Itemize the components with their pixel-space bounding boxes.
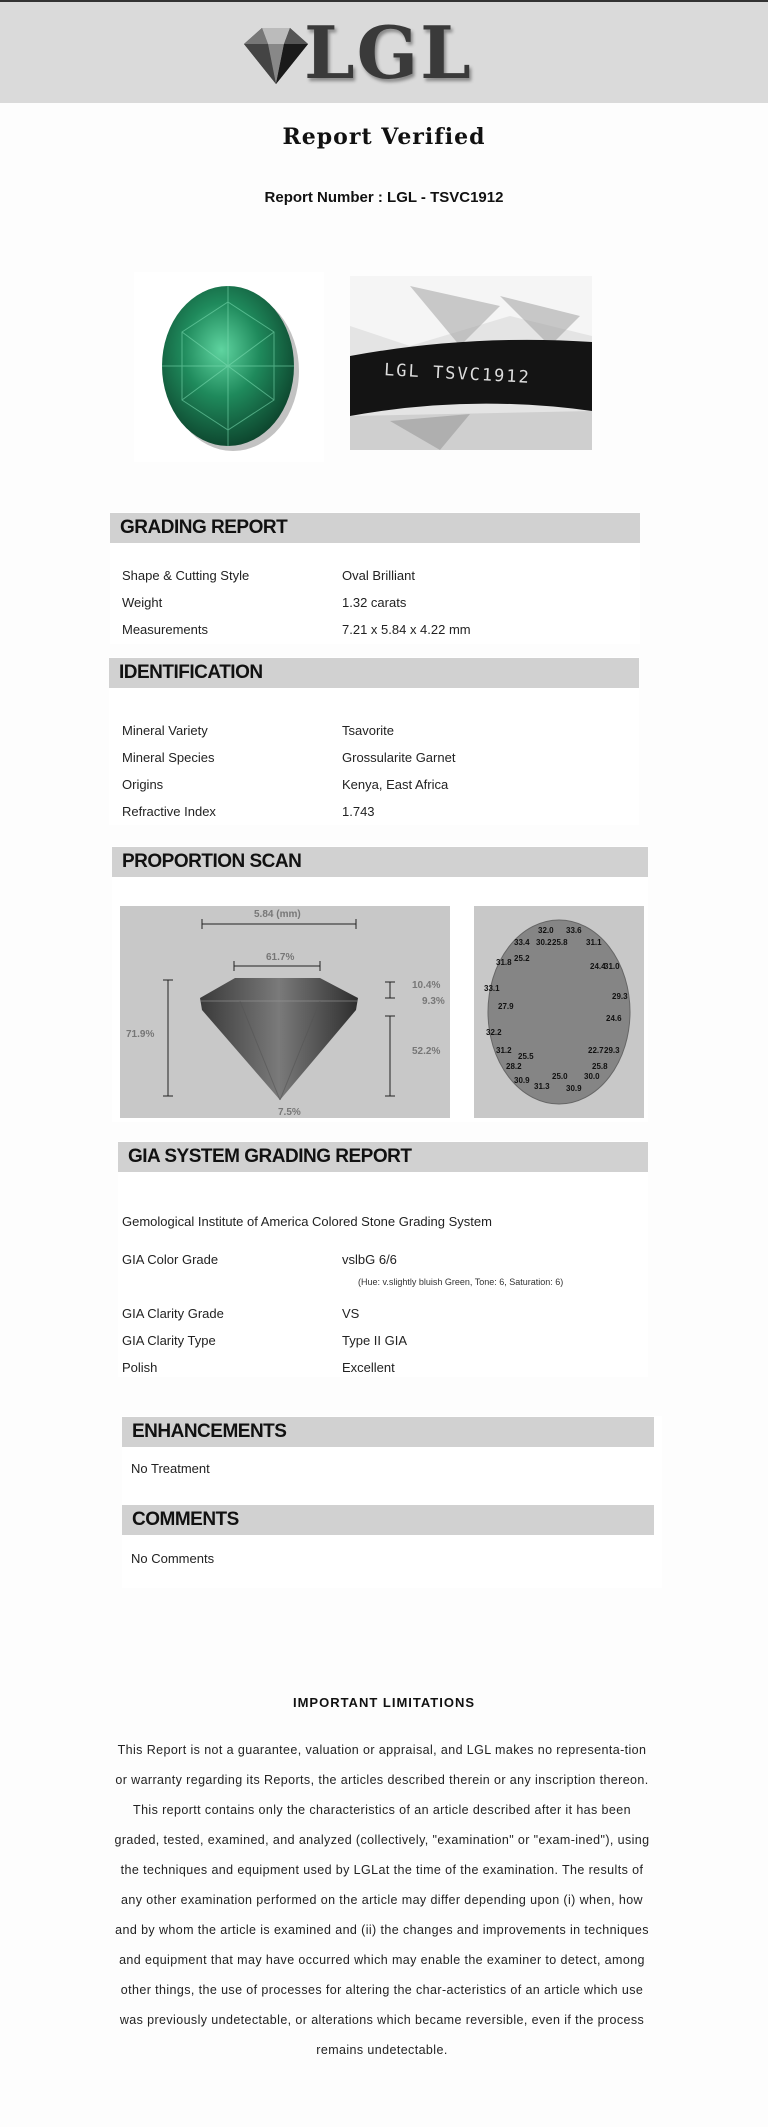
id-label-species: Mineral Species xyxy=(122,750,215,765)
dim-crown: 10.4% xyxy=(412,980,441,991)
gem-photo xyxy=(134,272,324,462)
proportion-heading: PROPORTION SCAN xyxy=(112,847,648,877)
grading-label-measurements: Measurements xyxy=(122,622,208,637)
depth-map-value: 24.6 xyxy=(606,1014,622,1023)
dim-width: 5.84 (mm) xyxy=(254,909,301,920)
depth-map-value: 25.2 xyxy=(514,954,530,963)
gia-value-color: vslbG 6/6 xyxy=(342,1252,397,1267)
id-label-origins: Origins xyxy=(122,777,164,792)
logo-text: LGL xyxy=(304,10,473,95)
depth-map-value: 25.0 xyxy=(552,1072,568,1081)
depth-map-value: 32.2 xyxy=(486,1028,502,1037)
depth-map-value: 32.0 xyxy=(538,926,554,935)
depth-map-value: 31.8 xyxy=(496,958,512,967)
limitations-text: This Report is not a guarantee, valuation or appraisal, and LGL makes no representa-tion or warranty regarding its Reports, the articles described therein or any inscription thereon. This reportt contains only the characteristics of an article described after it has been graded, tested, examined, and analyzed (collectively, "examination" or "exam-ined"), using the techniques and equipment used by LGLat the time of the examination. The results of any other examination performed on the article may differ depending upon (i) when, how and by whom the article is examined and (ii) the changes and improvements in techniques and equipment that may have occurred which may enable the examiner to detect, among other things, the use of processes for altering the char-acteristics of an article which use was previously undetectable, or alterations which became reversible, even if the process remains undetectable. xyxy=(114,1743,650,2057)
depth-map-value: 30.9 xyxy=(566,1084,582,1093)
limitations-heading: IMPORTANT LIMITATIONS xyxy=(292,1695,476,1710)
grading-heading: GRADING REPORT xyxy=(110,513,640,543)
comments-heading: COMMENTS xyxy=(122,1505,654,1535)
gia-label-clarity: GIA Clarity Grade xyxy=(122,1306,224,1321)
depth-map-diagram xyxy=(474,906,644,1118)
dim-pavilion: 52.2% xyxy=(412,1046,441,1057)
grading-value-weight: 1.32 carats xyxy=(342,595,407,610)
id-label-variety: Mineral Variety xyxy=(122,723,208,738)
depth-map-value: 25.8 xyxy=(592,1062,608,1071)
grading-value-measurements: 7.21 x 5.84 x 4.22 mm xyxy=(342,622,471,637)
gia-label-color: GIA Color Grade xyxy=(122,1252,219,1267)
depth-map-value: 28.2 xyxy=(506,1062,522,1071)
identification-heading: IDENTIFICATION xyxy=(109,658,639,688)
gia-value-clarity: VS xyxy=(342,1306,360,1321)
depth-map-value: 29.3 xyxy=(612,992,628,1001)
id-value-ri: 1.743 xyxy=(342,804,375,819)
gia-heading: GIA SYSTEM GRADING REPORT xyxy=(118,1142,648,1172)
depth-map-value: 30.2 xyxy=(536,938,552,947)
id-value-species: Grossularite Garnet xyxy=(342,750,456,765)
enhancements-heading: ENHANCEMENTS xyxy=(122,1417,654,1447)
id-value-variety: Tsavorite xyxy=(342,723,395,738)
depth-map-value: 29.3 xyxy=(604,1046,620,1055)
diamond-icon xyxy=(234,22,314,92)
dim-table: 61.7% xyxy=(266,952,295,963)
depth-map-value: 33.4 xyxy=(514,938,530,947)
depth-map-value: 31.1 xyxy=(586,938,602,947)
dim-crown-angle: 9.3% xyxy=(422,996,445,1007)
enhancements-text: No Treatment xyxy=(131,1461,210,1476)
depth-map-value: 31.3 xyxy=(534,1082,550,1091)
grading-label-weight: Weight xyxy=(122,595,163,610)
report-number: Report Number : LGL - TSVC1912 xyxy=(264,189,504,206)
profile-diagram xyxy=(120,906,450,1118)
depth-map-value: 33.1 xyxy=(484,984,500,993)
gia-subtitle: Gemological Institute of America Colored Stone Grading System xyxy=(122,1214,492,1229)
depth-map-value: 31.2 xyxy=(496,1046,512,1055)
grading-label-shape: Shape & Cutting Style xyxy=(122,568,250,583)
depth-map-value: 31.0 xyxy=(604,962,620,971)
comments-text: No Comments xyxy=(131,1551,215,1566)
gia-value-polish: Excellent xyxy=(342,1360,395,1375)
dim-total-depth: 71.9% xyxy=(126,1029,155,1040)
gia-label-polish: Polish xyxy=(122,1360,158,1375)
depth-map-value: 27.9 xyxy=(498,1002,514,1011)
inscription-text: LGL TSVC1912 xyxy=(383,360,532,388)
id-value-origins: Kenya, East Africa xyxy=(342,777,449,792)
depth-map-value: 30.9 xyxy=(514,1076,530,1085)
id-label-ri: Refractive Index xyxy=(122,804,216,819)
depth-map-value: 24.4 xyxy=(590,962,606,971)
gia-value-clarity-type: Type II GIA xyxy=(342,1333,408,1348)
dim-culet: 7.5% xyxy=(278,1107,301,1118)
depth-map-value: 33.6 xyxy=(566,926,582,935)
depth-map-value: 25.5 xyxy=(518,1052,534,1061)
grading-value-shape: Oval Brilliant xyxy=(342,568,415,583)
lgl-logo xyxy=(232,10,492,95)
page-title: Report Verified xyxy=(282,124,486,150)
gia-label-clarity-type: GIA Clarity Type xyxy=(122,1333,216,1348)
depth-map-value: 22.7 xyxy=(588,1046,604,1055)
gia-color-note: (Hue: v.slightly bluish Green, Tone: 6, Saturation: 6) xyxy=(358,1277,564,1287)
depth-map-value: 25.8 xyxy=(552,938,568,947)
inscription-photo xyxy=(350,276,592,450)
depth-map-value: 30.0 xyxy=(584,1072,600,1081)
